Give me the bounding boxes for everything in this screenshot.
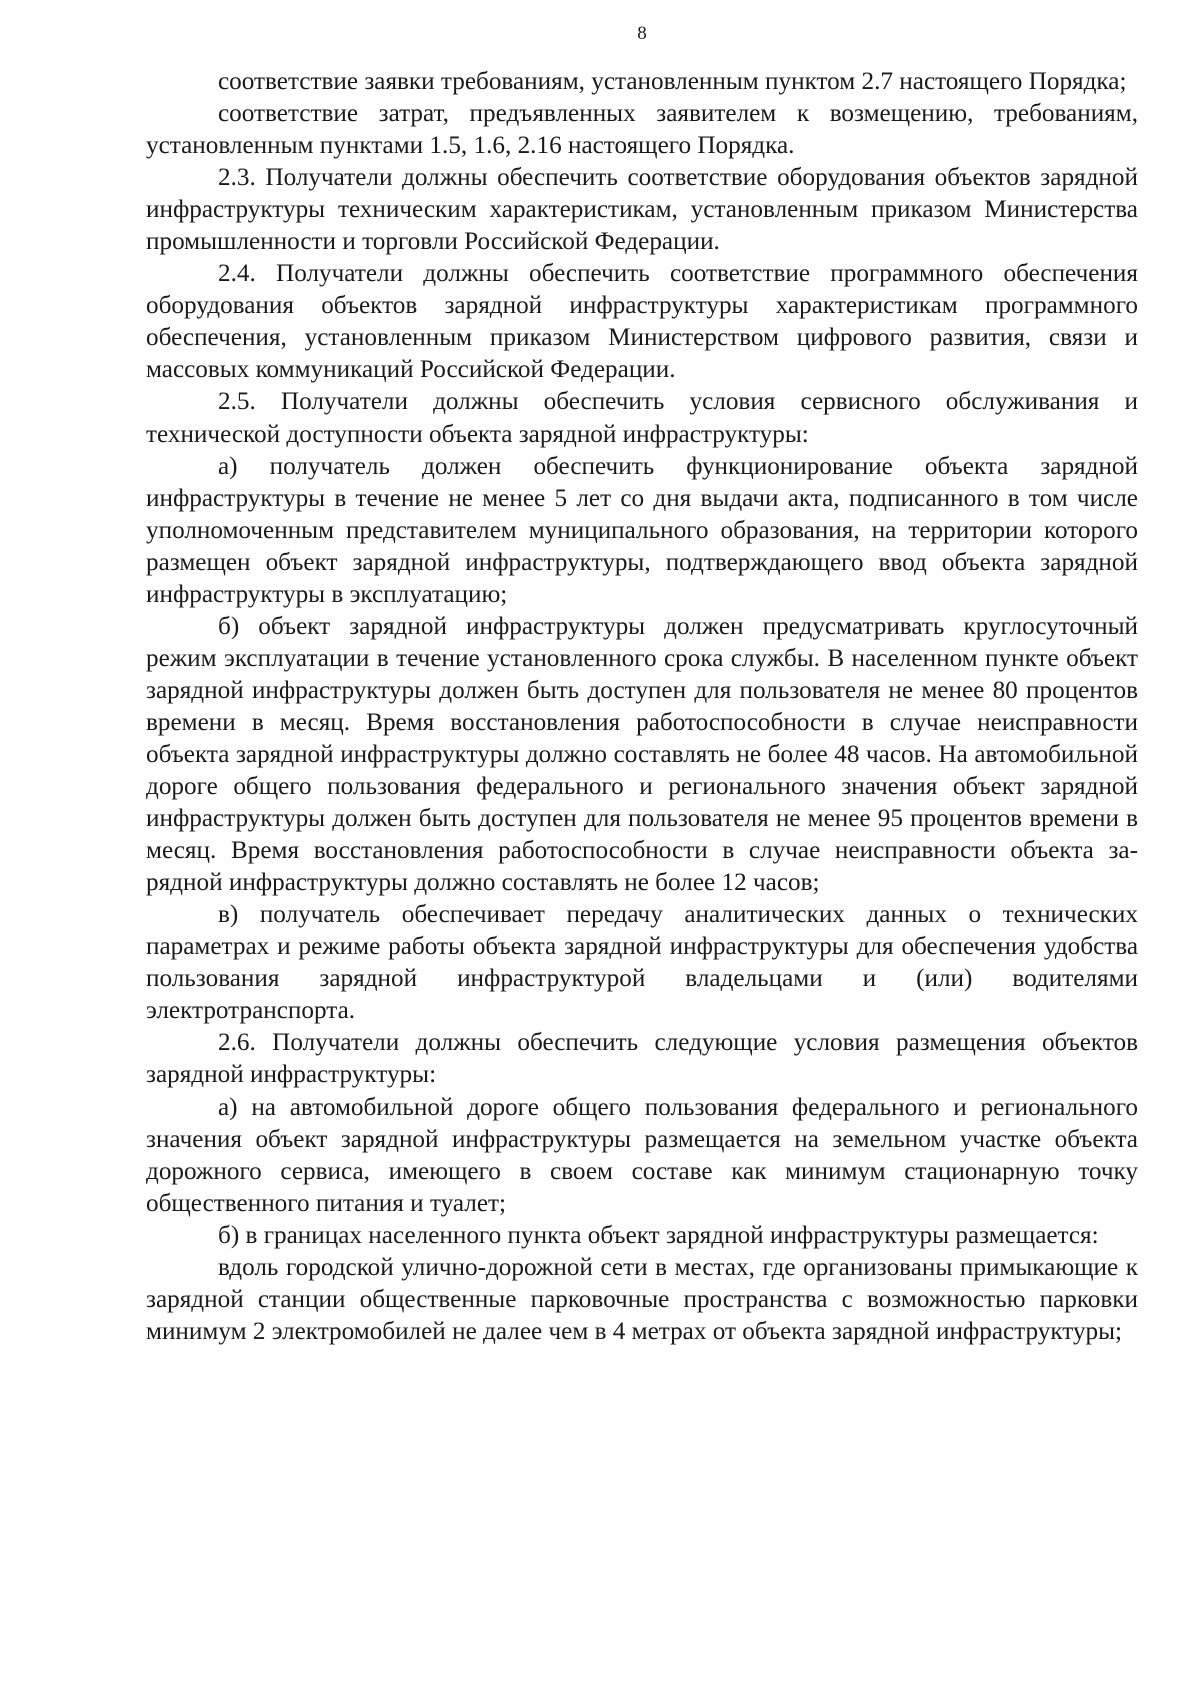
paragraph-2-5-a: а) получатель должен обеспечить функционирование объекта зарядной инфраструктуры в течение не менее 5 лет со дня выдачи акта, подписанного в том числе уполномоченным представителем муниципального образования, на территории которого размещен объект зарядной инфраструктуры, подтверждающего ввод объекта зарядной инфраструктуры в эксплуатацию; (146, 452, 1138, 608)
paragraph-2-5-v: в) получатель обеспечивает передачу аналитических данных о технических параметрах и режиме работы объекта зарядной инфраструктуры для обеспечения удобства пользования зарядной инфраструктурой владельцами и (или) водителями электротранспорта. (146, 901, 1138, 1025)
paragraph-2-5-b: б) объект зарядной инфраструктуры должен предусматривать круглосуточный режим эксплуатации в течение установленного срока службы. В населенном пункте объект зарядной инфраструктуры должен быть доступен для пользователя не менее 80 процентов времени в месяц. Время восстановления работоспособности в случае неисправности объекта зарядной инфраструктуры должно составлять не более 48 часов. На автомобильной дороге общего пользования федерального и регионального значения объект зарядной инфраструктуры должен быть доступен для пользователя не менее 95 процентов времени в месяц. Время восстановления работоспособности в случае неисправности объекта зарядной инфраструктуры должно составлять не более 12 часов; (146, 612, 1138, 897)
paragraph-2-6: 2.6. Получатели должны обеспечить следующие условия размещения объектов зарядной инфраструктуры: (146, 1029, 1138, 1089)
page-number: 8 (637, 23, 647, 44)
paragraph-2-3: 2.3. Получатели должны обеспечить соответствие оборудования объектов зарядной инфраструктуры техническим характеристикам, установленным приказом Министерства промышленности и торговли Российской Федерации. (146, 164, 1138, 256)
paragraph-application-compliance: соответствие заявки требованиям, установленным пунктом 2.7 настоящего Порядка; (218, 68, 1127, 95)
paragraph-road-network-placement: вдоль городской улично-дорожной сети в местах, где организованы примыкающие к зарядной станции общественные парковочные пространства с возможностью парковки минимум 2 электромобилей не далее чем в 4 метрах от объекта зарядной инфраструктуры; (146, 1253, 1138, 1345)
paragraph-2-6-a: а) на автомобильной дороге общего пользования федерального и регионального значения объект зарядной инфраструктуры размещается на земельном участке объекта дорожного сервиса, имеющего в своем составе как минимум стационарную точку общественного питания и туалет; (146, 1093, 1138, 1217)
paragraph-costs-compliance: соответствие затрат, предъявленных заявителем к возмещению, требованиям, установленным пунктами 1.5, 1.6, 2.16 настоящего Порядка. (146, 100, 1138, 160)
paragraph-2-6-b: б) в границах населенного пункта объект зарядной инфраструктуры размещается: (218, 1221, 1099, 1249)
document-body (146, 66, 1138, 1348)
paragraph-2-5: 2.5. Получатели должны обеспечить условия сервисного обслуживания и технической доступности объекта зарядной инфраструктуры: (146, 388, 1138, 448)
paragraph-2-4: 2.4. Получатели должны обеспечить соответствие программного обеспечения оборудования объектов зарядной инфраструктуры характеристикам программного обеспечения, установленным приказом Министерством цифрового развития, связи и массовых коммуникаций Российской Федерации. (146, 260, 1138, 384)
